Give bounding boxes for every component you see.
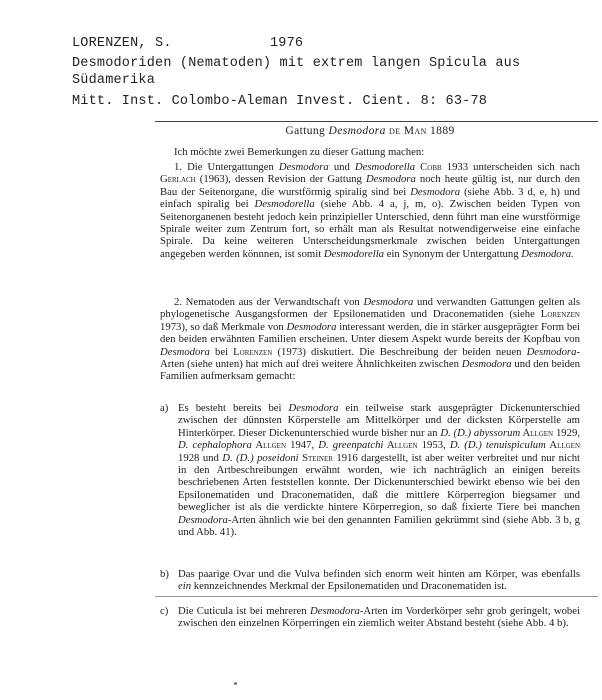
italic-run: Desmodora: [309, 605, 360, 617]
intro-sentence: Ich möchte zwei Bemerkungen zu dieser Gattung machen:: [174, 146, 425, 158]
text-run: und den beiden Familien aufmerksam gemacht:: [160, 358, 580, 383]
list-item-c: [160, 605, 580, 630]
text-run: und verwandten Gattungen gelten als phylogenetische Ausgangsformen der Epsilonematiden und Draconematiden (siehe: [160, 296, 580, 321]
text-run: Die Cuticula ist bei mehreren: [178, 605, 310, 617]
author-name: Allgen: [520, 426, 554, 439]
italic-run: ein: [178, 580, 192, 593]
italic-run: Desmodora: [288, 402, 339, 414]
list-text-c: [178, 605, 580, 630]
text-run: ein Synonym der Untergattung: [384, 247, 522, 260]
heading-prefix: Gattung: [285, 125, 329, 137]
text-run: (1973) diskutiert. Die Beschreibung der beiden neuen: [272, 345, 527, 358]
text-run: 1953,: [417, 439, 450, 452]
italic-run: Desmodora: [410, 185, 461, 198]
italic-run: Desmodorella: [254, 198, 315, 211]
heading-genus: Desmodora: [328, 125, 386, 137]
list-label-c: c): [160, 605, 169, 617]
text-run: -Arten ähnlich wie bei den genannten Familien gekrümmt sind (siehe Abb. 3 b, g und Abb. 41).: [178, 513, 580, 539]
author-name: Lorenzen: [233, 345, 273, 358]
text-run: 1929,: [553, 426, 580, 439]
list-text-b: [178, 568, 580, 593]
list-item-a: [160, 402, 580, 538]
text-run: -Arten (siehe unten) hat mich auf drei weitere Ähnlichkeiten zwischen: [160, 345, 580, 371]
author-name: Allgen: [383, 439, 418, 452]
paragraph-1: [160, 161, 580, 260]
text-run: 1933 unterscheiden sich nach: [441, 161, 581, 173]
scan-speck: [234, 682, 237, 685]
section-heading: [160, 125, 580, 137]
list-label-b: b): [160, 568, 169, 580]
italic-run: Desmodora: [461, 358, 512, 371]
text-run: 1916 dargestellt, ist aber weiter verbreitet und nur nicht in den Artbeschreibungen erwähnt worden, wie ich nachträglich an einigen bereits beschriebenen Arten feststellen konnte. Der Dickenunterschied bewirkt ebenso wie bei den Epsilonematiden und Draconematiden, daß die mittlere Körperregion biegsamer und beweglicher ist als die verdickte hintere Körperregion, so daß fixierte Tiere bei manchen: [178, 451, 581, 514]
citation-title-line1: Desmodoriden (Nematoden) mit extrem langen Spicula aus: [72, 56, 521, 71]
text-run: Es besteht bereits bei: [178, 402, 289, 414]
italic-run: Desmodora: [365, 173, 416, 186]
text-run: 1973), so daß Merkmale von: [160, 320, 287, 333]
italic-run: Desmodora: [178, 513, 228, 526]
author-name: Gerlach: [160, 173, 196, 186]
text-run: 2. Nematoden aus der Verwandtschaft von: [174, 296, 364, 308]
author-name: Lorenzen: [540, 308, 580, 321]
text-run: ein teilweise stark ausgeprägter Dickenunterschied zwischen der dünnsten Körperstelle am Mittelkörper und der dicksten Körperstelle am Hinterkörper. Dieser Dickenunterschied wurde bisher nur an: [178, 402, 580, 439]
text-run: -Arten im Vorderkörper sehr grob geringelt, wobei zwischen den einzelnen Körperringen ein ziemlich weiter Abstand besteht (siehe Abb. 4 b).: [178, 605, 580, 630]
italic-run: Desmodora: [278, 161, 329, 173]
text-run: und: [328, 161, 355, 173]
italic-run: Desmodorella: [323, 247, 385, 260]
italic-run: Desmodora: [526, 345, 577, 358]
text-run: (siehe Abb. 3 d, e, h) und einfach spiralig bei: [160, 185, 580, 211]
list-text-a: [178, 402, 580, 538]
italic-run: Desmodora: [160, 345, 210, 358]
italic-run: D. greenpatchi: [318, 439, 384, 452]
italic-run: D. cephalophora: [178, 439, 252, 452]
top-rule: [155, 121, 598, 122]
author-name: Cobb: [415, 161, 442, 173]
author-name: Steiner: [298, 451, 333, 464]
list-item-b: [160, 568, 580, 593]
divider-rule: [155, 596, 598, 597]
text-run: kennzeichnendes Merkmal der Epsilonematiden und Draconematiden ist.: [191, 580, 507, 593]
citation-author: LORENZEN, S.: [72, 36, 172, 51]
author-name: Allgen: [251, 439, 287, 452]
text-run: 1. Die Untergattungen: [174, 161, 279, 173]
text-run: bei: [209, 345, 234, 358]
paragraph-2: [160, 296, 580, 383]
list-label-a: a): [160, 402, 169, 414]
italic-run: D. (D.) tenuispiculum: [449, 439, 546, 452]
heading-authority: de Man 1889: [385, 125, 455, 137]
author-name: Allgen: [545, 439, 581, 452]
text-run: noch heute gültig ist, nur durch den Bau der Seitenorgane, die wurstförmig spiralig sind bei: [160, 173, 580, 198]
italic-run: Desmodora.: [521, 247, 574, 260]
text-run: Das paarige Ovar und die Vulva befinden sich enorm weit hinten am Körper, was ebenfalls: [178, 568, 580, 580]
text-run: 1947,: [286, 439, 319, 452]
citation-journal: Mitt. Inst. Colombo-Aleman Invest. Cient. 8: 63-78: [72, 94, 488, 109]
italic-run: Desmodora: [286, 320, 337, 333]
italic-run: Desmodora: [363, 296, 414, 308]
text-run: 1928 und: [178, 451, 223, 464]
citation-year: 1976: [270, 36, 304, 51]
text-run: interessant werden, die in stärker ausgeprägter Form bei den beiden erwähnten Familien erscheinen. Unter diesem Aspekt wurde bereits der Kopfbau von: [160, 320, 580, 346]
text-run: (siehe Abb. 4 a, j, m, o). Zwischen beiden Typen von Seitenorganenen besteht jedoch kein prinzipieller Unterschied, denn führt man eine wurstförmige Spirale weiter zum Zentrum fort, so erhält man als Resultat notwendigerweise eine einfache Spirale. Da keine weiteren Unterscheidungsmerkmale zwischen beiden Untergattungen angegeben werden könnnen, ist somit: [160, 198, 580, 260]
citation-title-line2: Südamerika: [72, 73, 156, 88]
text-run: (1963), dessen Revision der Gattung: [195, 173, 366, 186]
italic-run: Desmodorella: [354, 161, 416, 173]
italic-run: D. (D.) poseidoni: [222, 451, 299, 464]
italic-run: D. (D.) abyssorum: [440, 426, 521, 439]
